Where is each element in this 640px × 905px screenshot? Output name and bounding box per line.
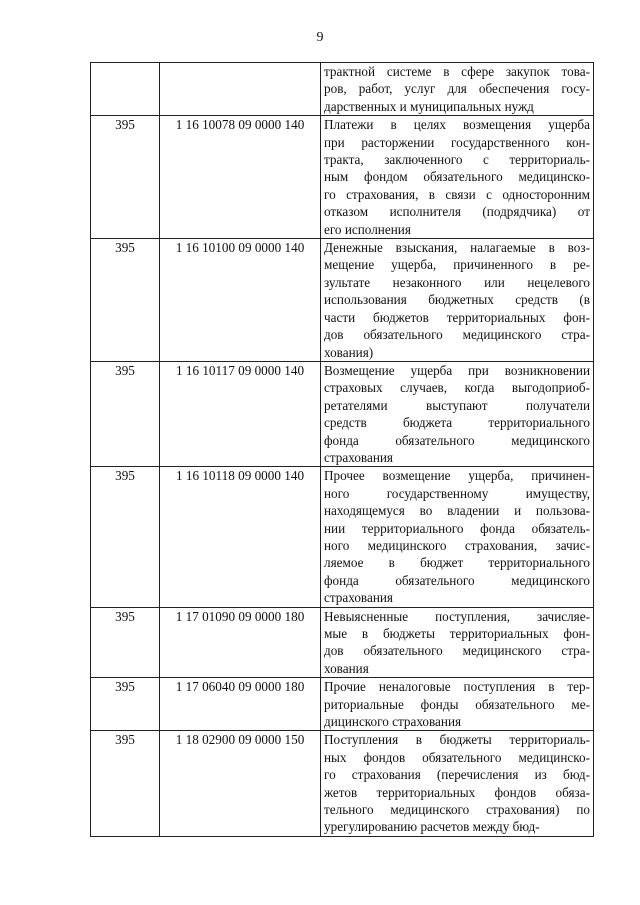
description-line: хования: [324, 660, 369, 676]
description-line: зультате незаконного или нецелевого: [324, 274, 590, 290]
table-row: [91, 607, 594, 678]
description-cell: [321, 607, 594, 678]
description-line: хования): [324, 344, 374, 360]
description-line: при расторжении государственного кон-: [324, 134, 590, 150]
description-line: средств бюджета территориального: [324, 415, 590, 431]
budget-code-cell: 1 17 06040 09 0000 180: [160, 678, 321, 731]
description-cell: [321, 467, 594, 607]
description-line: Платежи в целях возмещения ущерба: [324, 117, 590, 133]
description-line: страховых случаев, когда выгодоприоб-: [324, 380, 590, 396]
description-line: использования бюджетных средств (в: [324, 292, 590, 308]
description-line: жетов территориальных фондов обяза-: [324, 784, 590, 800]
table-row: [91, 678, 594, 731]
description-cell: [321, 731, 594, 836]
description-line: Денежные взыскания, налагаемые в воз-: [324, 240, 590, 256]
description-line: мещение ущерба, причиненного в ре-: [324, 257, 590, 273]
description-line: го страхования, в связи с односторонним: [324, 186, 590, 202]
description-line: находящемуся во владении и пользова-: [324, 503, 590, 519]
description-line: го страхования (перечисления из бюд-: [324, 767, 590, 783]
admin-code-cell: 395: [91, 361, 160, 466]
budget-code-cell: 1 16 10118 09 0000 140: [160, 467, 321, 607]
description-cell: [321, 678, 594, 731]
table-row: [91, 63, 594, 116]
admin-code-cell: 395: [91, 239, 160, 362]
description-line: тракта, заключенного с территориаль-: [324, 152, 590, 168]
description-line: ным фондом обязательного медицинско-: [324, 169, 590, 185]
description-line: мые в бюджеты территориальных фон-: [324, 626, 590, 641]
description-line: Прочие неналоговые поступления в тер-: [324, 679, 590, 695]
budget-codes-table: [90, 62, 594, 837]
description-cell: [321, 63, 594, 116]
table-row: [91, 239, 594, 362]
table-row: [91, 116, 594, 239]
description-line: ретателями выступают получатели: [324, 397, 590, 413]
description-line: его исполнения: [324, 221, 411, 237]
description-line: тельного медицинского страхования) по: [324, 802, 590, 818]
description-line: части бюджетов территориальных фон-: [324, 309, 590, 325]
description-line: риториальные фонды обязательного ме-: [324, 696, 590, 712]
budget-code-cell: 1 17 01090 09 0000 180: [160, 607, 321, 678]
description-line: ных фондов обязательного медицинско-: [324, 749, 590, 765]
table-row: [91, 361, 594, 466]
description-line: дицинского страхования: [324, 714, 462, 730]
description-line: нии территориального фонда обязатель-: [324, 520, 590, 536]
description-line: Возмещение ущерба при возникновении: [324, 362, 590, 378]
description-line: фонда обязательного медицинского: [324, 432, 590, 448]
budget-code-cell: 1 16 10117 09 0000 140: [160, 361, 321, 466]
table-row: [91, 467, 594, 607]
description-line: отказом исполнителя (подрядчика) от: [324, 204, 590, 220]
description-cell: [321, 116, 594, 239]
description-line: дарственных и муниципальных нужд: [324, 98, 534, 114]
admin-code-cell: 395: [91, 607, 160, 678]
description-line: страхования: [324, 590, 393, 606]
admin-code-cell: 395: [91, 731, 160, 836]
description-cell: [321, 239, 594, 362]
description-line: страхования: [324, 449, 393, 465]
description-line: трактной системе в сфере закупок това-: [324, 64, 590, 79]
description-line: Поступления в бюджеты территориаль-: [324, 732, 590, 748]
budget-code-cell: 1 18 02900 09 0000 150: [160, 731, 321, 836]
description-line: фонда обязательного медицинского: [324, 572, 590, 588]
budget-code-cell: 1 16 10078 09 0000 140: [160, 116, 321, 239]
description-line: дов обязательного медицинского стра-: [324, 327, 590, 343]
description-line: ного медицинского страхования, зачис-: [324, 537, 590, 553]
table-body: [91, 63, 594, 837]
description-line: ров, работ, услуг для обеспечения госу-: [324, 81, 590, 97]
description-line: ного государственному имуществу,: [324, 485, 590, 501]
admin-code-cell: 395: [91, 678, 160, 731]
table-row: [91, 731, 594, 836]
description-line: Невыясненные поступления, зачисляе-: [324, 608, 590, 624]
description-line: дов обязательного медицинского стра-: [324, 643, 590, 659]
description-cell: [321, 361, 594, 466]
budget-code-cell: [160, 63, 321, 116]
description-line: Прочее возмещение ущерба, причинен-: [324, 468, 590, 484]
admin-code-cell: 395: [91, 467, 160, 607]
admin-code-cell: [91, 63, 160, 116]
admin-code-cell: 395: [91, 116, 160, 239]
budget-code-cell: 1 16 10100 09 0000 140: [160, 239, 321, 362]
description-line: ляемое в бюджет территориального: [324, 555, 590, 571]
page-number: 9: [316, 30, 324, 45]
description-line: урегулированию расчетов между бюд-: [324, 819, 540, 835]
